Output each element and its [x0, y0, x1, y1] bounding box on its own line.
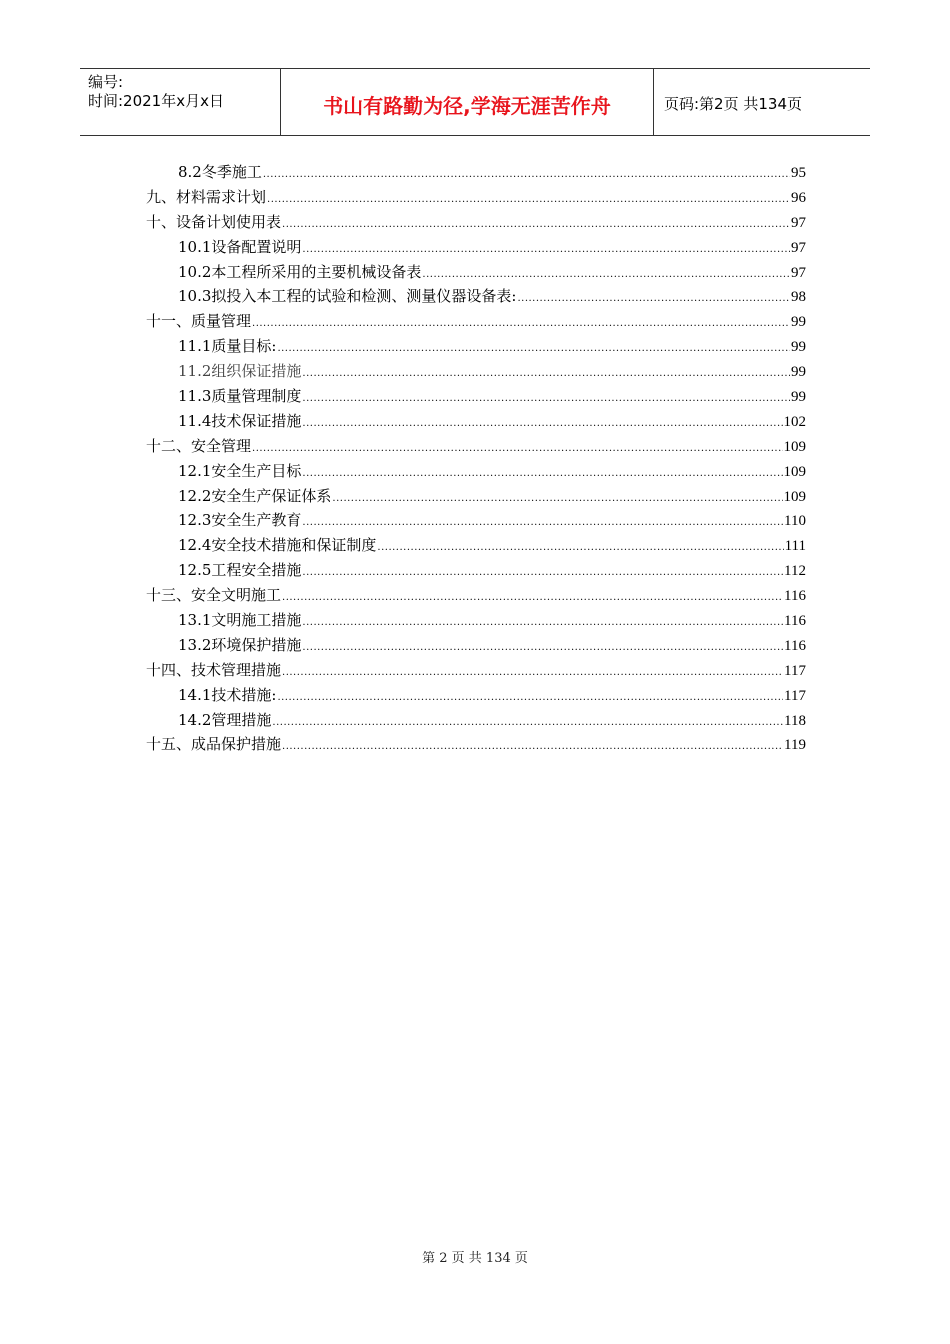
header-meta	[80, 69, 281, 135]
toc-entry-title: 12.2安全生产保证体系	[178, 486, 332, 505]
toc-entry-page: 116	[784, 613, 806, 630]
toc-entry[interactable]	[146, 533, 806, 558]
toc-entry[interactable]	[146, 633, 806, 658]
toc-entry[interactable]	[146, 384, 806, 409]
toc-entry-page: 117	[784, 662, 806, 679]
toc-dot-leader	[267, 188, 790, 213]
toc-entry-title: 10.1设备配置说明	[178, 237, 302, 256]
toc-entry[interactable]	[146, 409, 806, 434]
toc-entry[interactable]	[146, 210, 806, 235]
toc-entry-page: 118	[784, 712, 806, 729]
toc-dot-leader	[302, 412, 782, 437]
toc-dot-leader	[277, 686, 783, 711]
date-label: 时间:2021年x月x日	[88, 92, 224, 110]
toc-entry-title: 十一、质量管理	[146, 312, 252, 331]
toc-entry-title: 十二、安全管理	[146, 436, 252, 455]
toc-dot-leader	[263, 163, 790, 188]
toc-entry-title: 12.5工程安全措施	[178, 561, 302, 580]
toc-entry[interactable]	[146, 235, 806, 260]
toc-entry-title: 8.2冬季施工	[178, 163, 262, 181]
toc-entry-page: 102	[783, 413, 806, 430]
toc-entry-page: 99	[791, 314, 806, 331]
toc-entry-title: 11.2组织保证措施	[178, 362, 302, 381]
toc-entry[interactable]	[146, 309, 806, 334]
toc-entry[interactable]	[146, 185, 806, 210]
toc-entry-page: 97	[791, 214, 806, 231]
toc-entry[interactable]	[146, 732, 806, 757]
toc-entry[interactable]	[146, 508, 806, 533]
toc-entry[interactable]	[146, 334, 806, 359]
toc-dot-leader	[332, 487, 782, 512]
toc-entry-page: 98	[791, 289, 806, 306]
toc-entry-title: 12.1安全生产目标	[178, 461, 302, 480]
toc-entry-title: 13.1文明施工措施	[178, 611, 302, 630]
toc-entry-title: 12.4安全技术措施和保证制度	[178, 536, 377, 555]
toc-dot-leader	[252, 312, 790, 337]
toc-dot-leader	[252, 437, 782, 462]
toc-entry-title: 11.1质量目标:	[178, 337, 277, 356]
toc-entry[interactable]	[146, 160, 806, 185]
toc-entry-title: 11.3质量管理制度	[178, 387, 302, 406]
toc-entry-title: 10.3拟投入本工程的试验和检测、测量仪器设备表:	[178, 287, 517, 306]
toc-entry-page: 95	[791, 165, 806, 181]
toc-dot-leader	[302, 561, 783, 586]
toc-entry[interactable]	[146, 608, 806, 633]
toc-entry-title: 14.2管理措施	[178, 710, 272, 729]
toc-dot-leader	[302, 636, 783, 661]
toc-dot-leader	[302, 362, 790, 387]
toc-dot-leader	[282, 586, 783, 611]
toc-entry[interactable]	[146, 459, 806, 484]
toc-entry-page: 99	[791, 364, 806, 381]
toc-entry-page: 117	[784, 687, 806, 704]
toc-entry-title: 十、设备计划使用表	[146, 212, 282, 231]
toc-entry-page: 96	[791, 189, 806, 206]
toc-dot-leader	[272, 711, 783, 736]
table-of-contents	[146, 160, 806, 757]
toc-entry[interactable]	[146, 558, 806, 583]
header-motto: 书山有路勤为径,学海无涯苦作舟	[281, 69, 654, 135]
toc-entry[interactable]	[146, 260, 806, 285]
toc-entry-page: 99	[791, 339, 806, 356]
toc-entry[interactable]	[146, 284, 806, 309]
toc-entry[interactable]	[146, 708, 806, 733]
toc-dot-leader	[302, 387, 790, 412]
toc-entry-title: 十三、安全文明施工	[146, 586, 282, 605]
toc-entry[interactable]	[146, 484, 806, 509]
toc-entry-page: 110	[784, 513, 806, 530]
toc-entry-title: 14.1技术措施:	[178, 685, 277, 704]
toc-entry[interactable]	[146, 583, 806, 608]
toc-entry[interactable]	[146, 434, 806, 459]
toc-entry-page: 112	[784, 563, 806, 580]
toc-dot-leader	[517, 287, 790, 312]
toc-entry-page: 116	[784, 637, 806, 654]
toc-dot-leader	[282, 735, 783, 760]
toc-entry-page: 109	[783, 488, 806, 505]
toc-entry-page: 119	[784, 737, 806, 754]
toc-dot-leader	[302, 462, 782, 487]
toc-entry-title: 13.2环境保护措施	[178, 635, 302, 654]
toc-dot-leader	[282, 213, 790, 238]
toc-dot-leader	[277, 337, 790, 362]
toc-entry-page: 109	[783, 438, 806, 455]
toc-entry-page: 99	[791, 389, 806, 406]
page-footer: 第 2 页 共 134 页	[422, 1251, 528, 1266]
toc-entry-title: 十四、技术管理措施	[146, 660, 282, 679]
toc-entry-title: 九、材料需求计划	[146, 187, 267, 206]
toc-entry-page: 109	[783, 463, 806, 480]
toc-entry-title: 十五、成品保护措施	[146, 735, 282, 754]
toc-entry-page: 111	[784, 538, 806, 555]
toc-entry-page: 116	[784, 588, 806, 605]
toc-entry-title: 11.4技术保证措施	[178, 411, 302, 430]
toc-dot-leader	[302, 611, 783, 636]
toc-dot-leader	[282, 661, 783, 686]
toc-entry-page: 97	[791, 239, 806, 256]
toc-entry[interactable]	[146, 658, 806, 683]
toc-entry-title: 10.2本工程所采用的主要机械设备表	[178, 262, 422, 281]
code-label: 编号:	[88, 73, 124, 91]
toc-entry[interactable]	[146, 683, 806, 708]
toc-entry-title: 12.3安全生产教育	[178, 511, 302, 530]
document-header	[80, 68, 870, 136]
header-page-info: 页码:第2页 共134页	[664, 94, 802, 113]
toc-dot-leader	[377, 536, 783, 561]
toc-entry-page: 97	[791, 264, 806, 281]
toc-entry[interactable]	[146, 359, 806, 384]
